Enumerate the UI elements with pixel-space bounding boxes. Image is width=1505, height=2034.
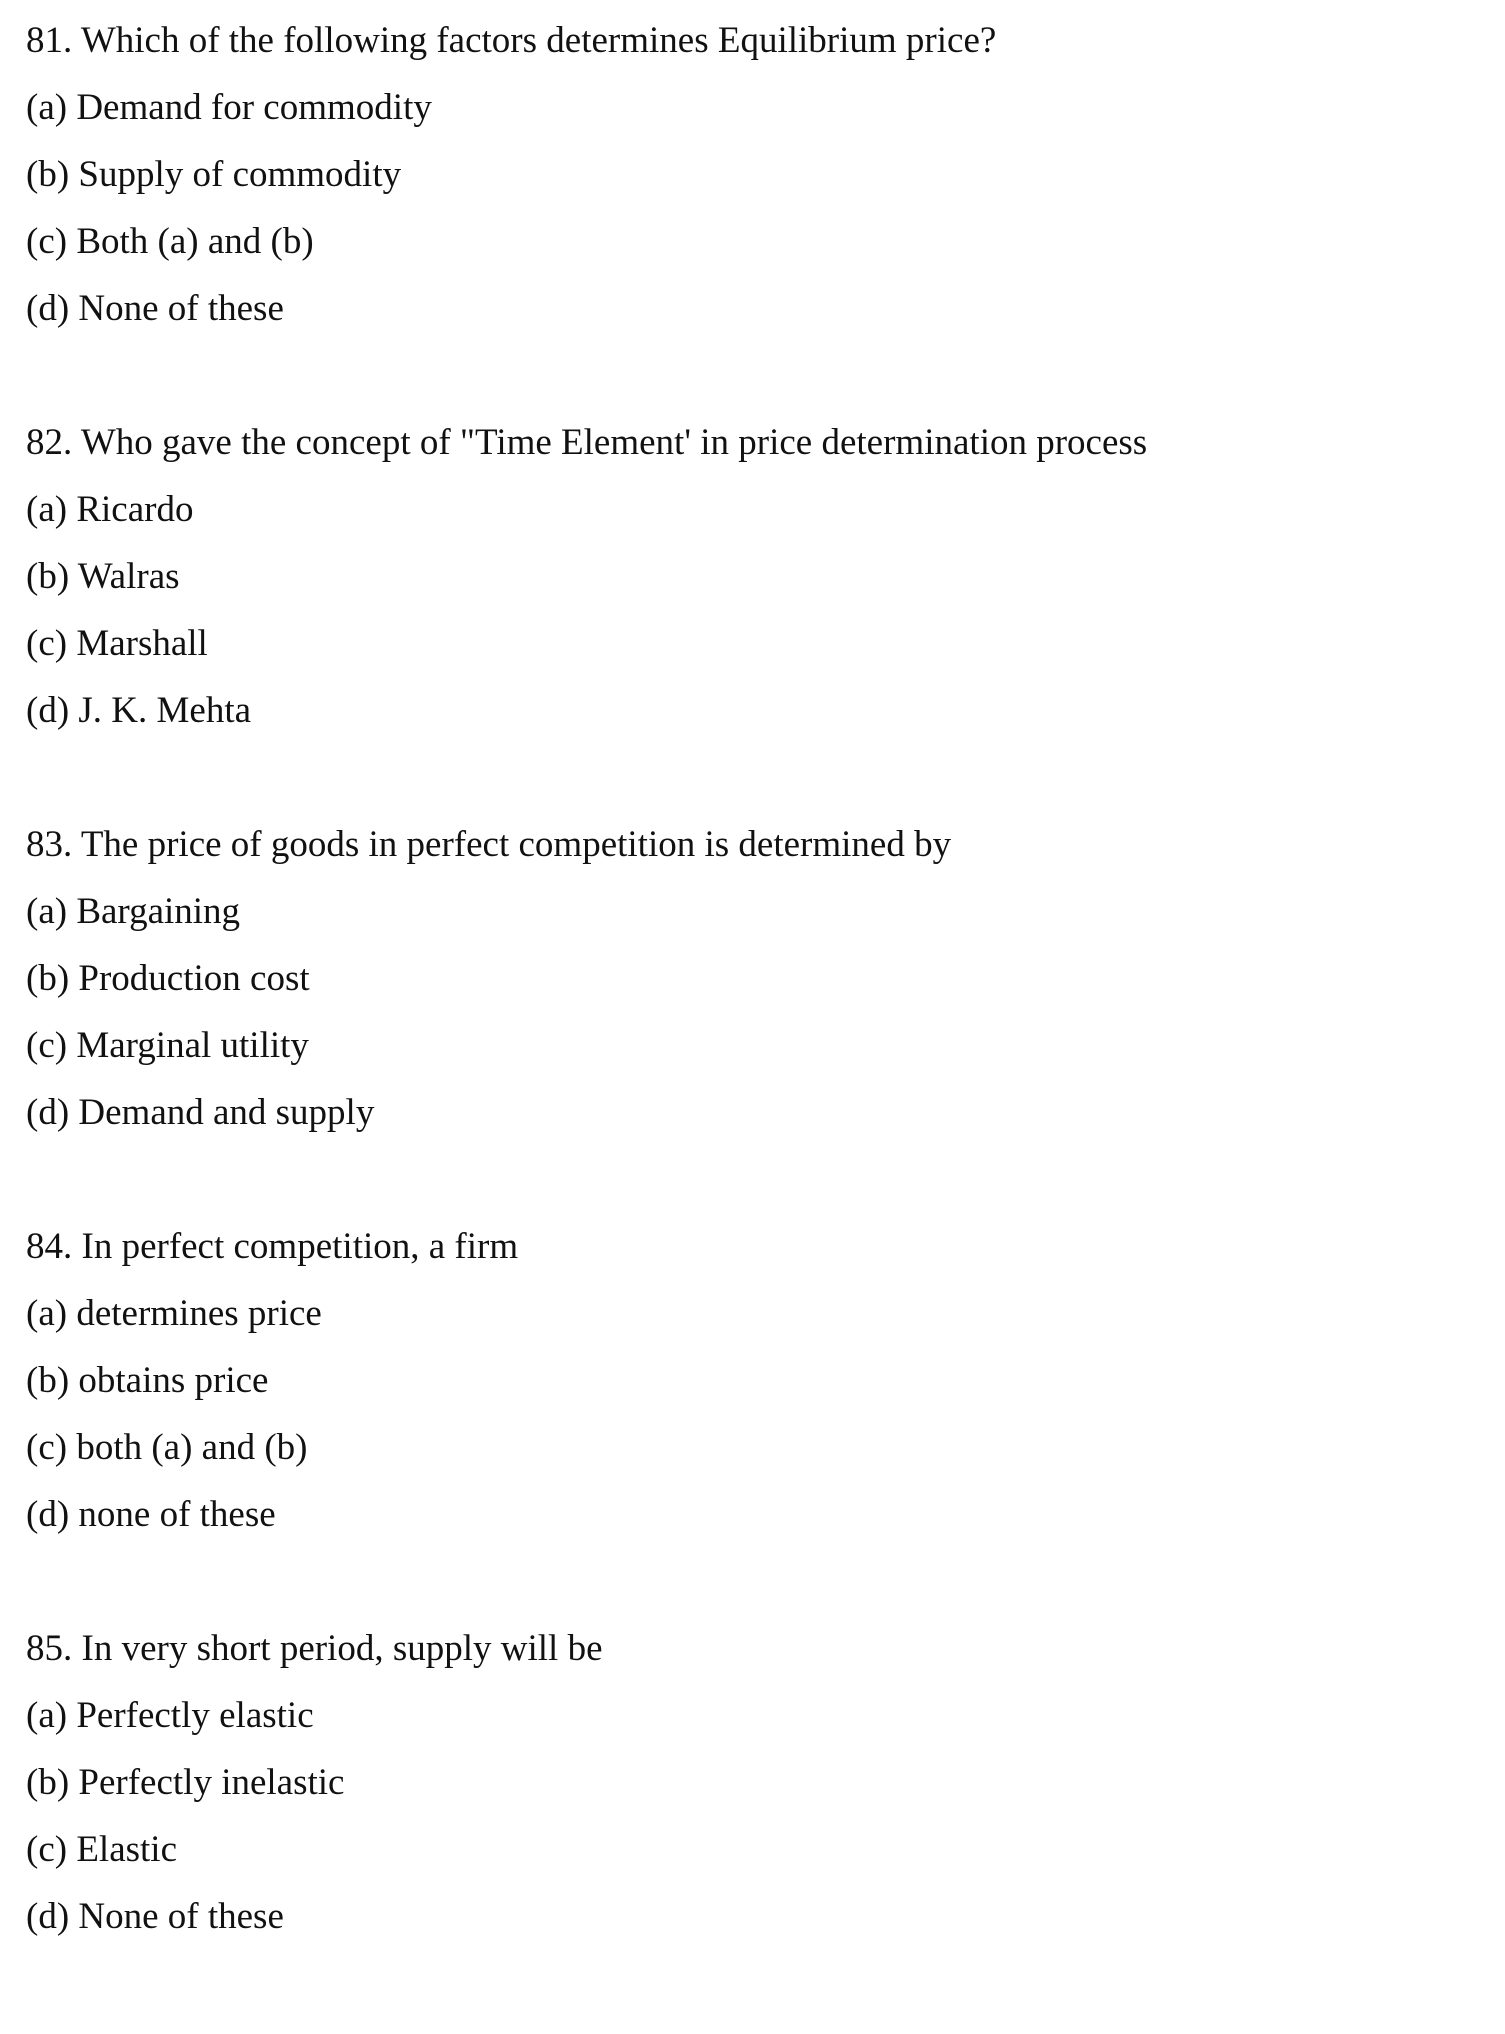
option-d[interactable]: (d) None of these — [26, 288, 284, 329]
question-text: 85. In very short period, supply will be — [26, 1628, 603, 1669]
option-a[interactable]: (a) Demand for commodity — [26, 87, 432, 128]
option-c[interactable]: (c) Marshall — [26, 623, 208, 664]
option-b[interactable]: (b) Supply of commodity — [26, 154, 402, 195]
option-c[interactable]: (c) Elastic — [26, 1829, 177, 1870]
question-text: 84. In perfect competition, a firm — [26, 1226, 519, 1267]
option-a[interactable]: (a) Bargaining — [26, 891, 241, 932]
option-d[interactable]: (d) Demand and supply — [26, 1092, 375, 1133]
option-b[interactable]: (b) Perfectly inelastic — [26, 1762, 345, 1803]
option-b[interactable]: (b) Production cost — [26, 958, 310, 999]
option-c[interactable]: (c) Marginal utility — [26, 1025, 309, 1066]
option-d[interactable]: (d) J. K. Mehta — [26, 690, 252, 731]
question-text: 81. Which of the following factors determines Equilibrium price? — [26, 20, 997, 61]
option-c[interactable]: (c) Both (a) and (b) — [26, 221, 314, 262]
option-d[interactable]: (d) None of these — [26, 1896, 284, 1937]
option-d[interactable]: (d) none of these — [26, 1494, 276, 1535]
option-b[interactable]: (b) obtains price — [26, 1360, 269, 1401]
option-b[interactable]: (b) Walras — [26, 556, 180, 597]
question-text: 82. Who gave the concept of "Time Element' in price determination process — [26, 422, 1148, 463]
option-c[interactable]: (c) both (a) and (b) — [26, 1427, 308, 1468]
option-a[interactable]: (a) Perfectly elastic — [26, 1695, 314, 1736]
question-text: 83. The price of goods in perfect competition is determined by — [26, 824, 952, 865]
option-a[interactable]: (a) Ricardo — [26, 489, 194, 530]
option-a[interactable]: (a) determines price — [26, 1293, 322, 1334]
